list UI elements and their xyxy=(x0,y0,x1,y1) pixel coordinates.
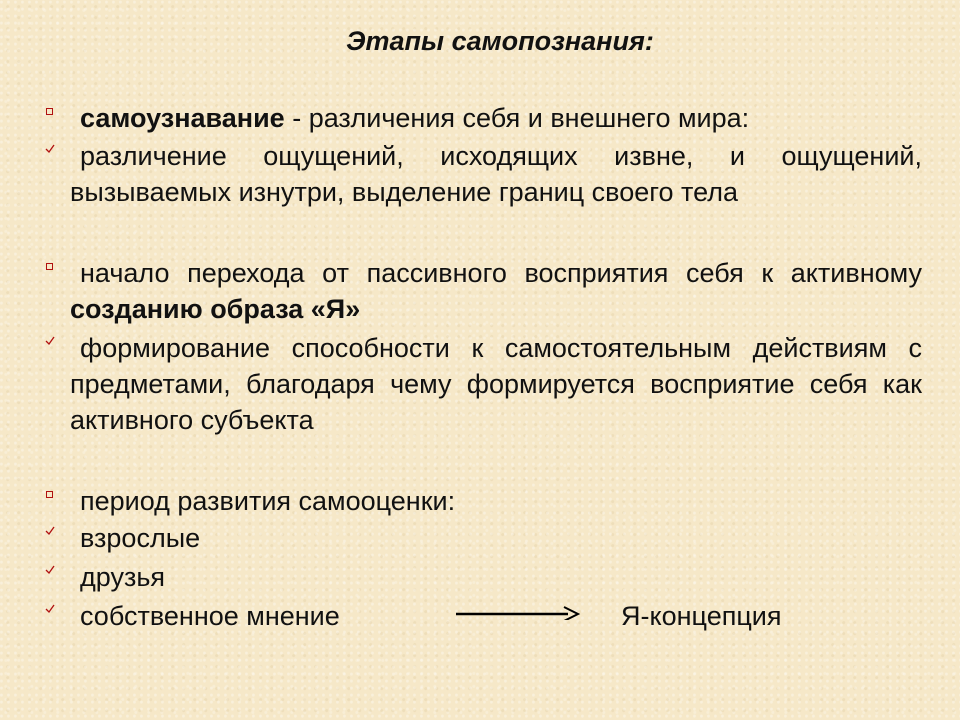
item-text: формирование способности к самостоятельным действиям с предметами, благодаря чему формируется восприятие себя как активного субъекта xyxy=(70,333,922,435)
square-bullet-icon xyxy=(46,108,53,115)
item-term: созданию образа «Я» xyxy=(70,294,361,324)
checkmark-icon xyxy=(45,526,55,536)
slide-title: Этапы самопознания: xyxy=(346,26,654,56)
checkmark-icon xyxy=(45,336,55,346)
item-term: самоузнавание xyxy=(80,103,285,133)
checkmark-icon xyxy=(45,144,55,154)
square-bullet-icon xyxy=(46,491,53,498)
checkmark-icon xyxy=(45,604,55,614)
item-text: период развития самооценки: xyxy=(80,486,456,516)
item-text: собственное мнение xyxy=(80,601,340,631)
item-text: различение ощущений, исходящих извне, и ощущений, вызываемых изнутри, выделение границ своего тела xyxy=(70,141,922,207)
item-text: начало перехода от пассивного восприятия себя к активному xyxy=(80,258,922,288)
concept-label: Я-концепция xyxy=(621,601,782,631)
item-text: - различения себя и внешнего мира: xyxy=(284,103,750,133)
checkmark-icon xyxy=(45,565,55,575)
item-text: друзья xyxy=(80,562,166,592)
square-bullet-icon xyxy=(46,263,53,270)
arrow-right-icon xyxy=(456,594,584,620)
item-text: взрослые xyxy=(80,523,201,553)
